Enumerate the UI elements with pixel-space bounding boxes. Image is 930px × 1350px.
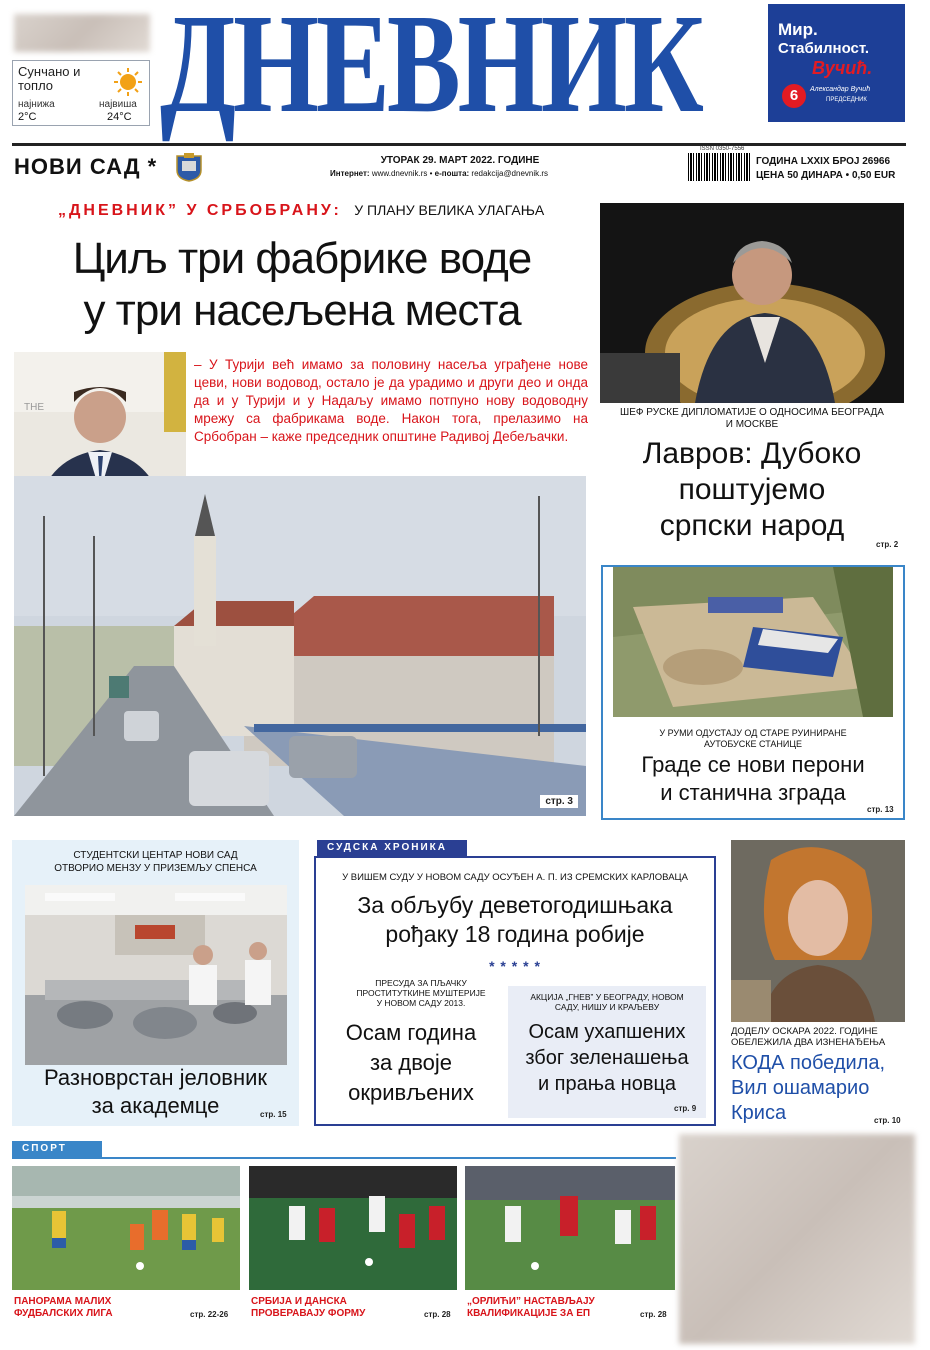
court-right-h2: због зеленашења <box>525 1047 689 1069</box>
sport-page-1: стр. 22-26 <box>190 1310 229 1319</box>
sport-page-2: стр. 28 <box>424 1310 451 1319</box>
court-section-label: СУДСКА ХРОНИКА <box>327 842 447 853</box>
court-box <box>314 856 716 1126</box>
ruma-aerial-photo <box>613 567 893 717</box>
sport-caption-1-line1: ПАНОРАМА МАЛИХ <box>14 1296 112 1307</box>
oscar-headline-2: Вил ошамарио <box>731 1077 870 1099</box>
sport-caption-1-line2: ФУДБАЛСКИХ ЛИГА <box>14 1308 113 1319</box>
lead-street-photo <box>14 476 586 816</box>
court-left-h3: окривљених <box>348 1080 474 1105</box>
sport-section-tab <box>12 1141 102 1157</box>
ad-line2: Стабилност. <box>778 40 870 57</box>
barcode <box>688 153 750 181</box>
sport-caption-3-line1: „ОРЛИЋИ” НАСТАВЉАЈУ <box>467 1296 595 1307</box>
sport-photo-3 <box>465 1166 675 1290</box>
weather-condition: Сунчано и топло <box>18 64 81 93</box>
sport-page-3: стр. 28 <box>640 1310 667 1319</box>
sport-section-label: СПОРТ <box>22 1143 67 1154</box>
lead-kicker-sub: У ПЛАНУ ВЕЛИКА УЛАГАЊА <box>354 202 545 218</box>
court-kicker: У ВИШЕМ СУДУ У НОВОМ САДУ ОСУЂЕН А. П. ИЗ СРЕМСКИХ КАРЛОВАЦА <box>342 872 688 883</box>
menza-headline-2: за академце <box>91 1093 220 1118</box>
contact-line: Интернет: www.dnevnik.rs • е-пошта: redakcija@dnevnik.rs <box>330 169 549 178</box>
weather-box <box>12 60 150 126</box>
internet-url: www.dnevnik.rs <box>371 169 428 178</box>
internet-label: Интернет: <box>330 169 370 178</box>
lavrov-kicker: ШЕФ РУСКЕ ДИПЛОМАТИЈЕ О ОДНОСИМА БЕОГРАДА И МОСКВЕ <box>620 407 884 430</box>
court-left-h2: за двоје <box>369 1050 453 1075</box>
court-headline-1: За обљубу деветогодишњака <box>357 892 673 918</box>
blurred-ad-bottom-right <box>679 1134 915 1344</box>
weather-high-label: највиша <box>99 99 137 110</box>
lavrov-headline-2: поштујемо <box>678 473 826 506</box>
ruma-headline-2: и станична зграда <box>660 780 846 805</box>
lead-headline-2: у три насељена места <box>83 286 521 335</box>
masthead-rule <box>12 143 906 146</box>
court-left-h1: Осам година <box>345 1020 477 1045</box>
sport-caption-3 <box>467 1296 595 1320</box>
ad-name: Александар Вучић <box>810 86 871 93</box>
price-eur: 0,50 EUR <box>851 170 896 181</box>
court-stars: * * * * * <box>489 958 541 974</box>
menza-headline-1: Разноврстан јеловник <box>43 1065 268 1090</box>
price: ЦЕНА 50 ДИНАРА <box>756 170 843 181</box>
sport-rule <box>12 1157 676 1159</box>
city-label: НОВИ САД * <box>14 154 158 179</box>
sport-caption-3-line2: КВАЛИФИКАЦИЈЕ ЗА ЕП <box>467 1308 591 1319</box>
sport-caption-2-line1: СРБИЈА И ДАНСКА <box>251 1296 347 1307</box>
oscar-headline-1: КОДА победила, <box>731 1052 886 1074</box>
sun-icon <box>113 67 143 97</box>
email-address: redakcija@dnevnik.rs <box>471 169 549 178</box>
sport-photo-2 <box>249 1166 457 1290</box>
lavrov-headline-1: Лавров: Дубоко <box>642 437 862 470</box>
ad-number-badge <box>782 84 806 108</box>
menza-box <box>12 840 299 1126</box>
lead-quote: – У Турији већ имамо за половину насеља уграђене нове цеви, нови водовод, остало је да урадимо и други део и онда да и у Турији и у Надаљу имамо потпуно нову водоводну мрежу са фабрикама воде. Након тога, прелазимо на Србобран – каже председник општине Радивој Дебељачки. <box>194 357 588 444</box>
lavrov-page-ref: стр. 2 <box>876 540 899 549</box>
lavrov-headline-3: српски народ <box>659 509 845 542</box>
lead-kicker <box>58 202 544 220</box>
ad-line1: Мир. <box>778 20 818 39</box>
weather-low-label: најнижа <box>18 99 55 110</box>
court-right-h1: Осам ухапшених <box>528 1021 686 1043</box>
ruma-headline-1: Граде се нови перони <box>641 752 865 777</box>
campaign-ad <box>768 4 905 122</box>
sport-photo-1 <box>12 1166 240 1290</box>
svg-text:THE: THE <box>24 402 44 413</box>
ruma-box <box>601 565 905 820</box>
oscar-page-ref: стр. 10 <box>874 1116 901 1125</box>
price-line: ЦЕНА 50 ДИНАРА • 0,50 EUR <box>756 170 896 181</box>
weather-high: 24°C <box>107 111 132 123</box>
court-right-h3: и прања новца <box>537 1073 677 1095</box>
oscar-photo <box>731 840 905 1022</box>
masthead-title: ДНЕВНИК <box>160 0 701 142</box>
court-section-tab <box>317 840 467 856</box>
issue-date: УТОРАК 29. МАРТ 2022. ГОДИНЕ <box>380 155 540 166</box>
court-left-kicker: ПРЕСУДА ЗА ПЉАЧКУ ПРОСТИТУТКИНЕ МУШТЕРИЈЕ У НОВОМ САДУ 2013. <box>356 978 486 1008</box>
court-right-panel <box>508 986 706 1118</box>
sport-caption-1 <box>14 1296 113 1320</box>
oscar-kicker: ДОДЕЛУ ОСКАРА 2022. ГОДИНЕ ОБЕЛЕЖИЛА ДВА ИЗНЕНАЂЕЊА <box>731 1026 886 1048</box>
lead-headline-1: Циљ три фабрике воде <box>72 234 532 283</box>
court-right-kicker: АКЦИЈА „ГНЕВ” У БЕОГРАДУ, НОВОМ САДУ, НИШУ И КРАЉЕВУ <box>530 992 684 1012</box>
ruma-page-ref: стр. 13 <box>867 805 894 814</box>
issn-label: ISSN 0350-7556 <box>700 146 745 152</box>
year-issue: ГОДИНА LXXIX БРОЈ 26966 <box>756 156 891 167</box>
sport-caption-2 <box>251 1296 365 1320</box>
menza-page-ref: стр. 15 <box>260 1110 287 1119</box>
court-page-ref: стр. 9 <box>674 1104 697 1113</box>
ad-role: ПРЕДСЕДНИК <box>826 97 867 103</box>
ruma-kicker: У РУМИ ОДУСТАЈУ ОД СТАРЕ РУИНИРАНЕ АУТОБУСКЕ СТАНИЦЕ <box>659 728 847 749</box>
blurred-ad-top-left <box>14 14 150 52</box>
weather-low: 2°C <box>18 111 37 123</box>
ad-number: 6 <box>789 87 799 104</box>
menza-photo <box>25 885 287 1065</box>
email-label: е-пошта: <box>434 169 470 178</box>
court-headline-2: рођаку 18 година робије <box>385 921 645 947</box>
city-crest-icon <box>175 152 203 182</box>
ad-line3: Вучић. <box>812 58 873 78</box>
lavrov-photo <box>600 203 904 403</box>
lead-page-ref: стр. 3 <box>540 795 578 808</box>
menza-kicker-2: ОТВОРИО МЕНЗУ У ПРИЗЕМЉУ СПЕНСА <box>54 863 257 874</box>
menza-kicker-1: СТУДЕНТСКИ ЦЕНТАР НОВИ САД <box>73 850 238 861</box>
oscar-headline-3: Криса <box>731 1102 787 1124</box>
lead-kicker-main: „ДНЕВНИК” У СРБОБРАНУ: <box>58 202 342 219</box>
sport-caption-2-line2: ПРОВЕРАВАЈУ ФОРМУ <box>251 1308 366 1319</box>
